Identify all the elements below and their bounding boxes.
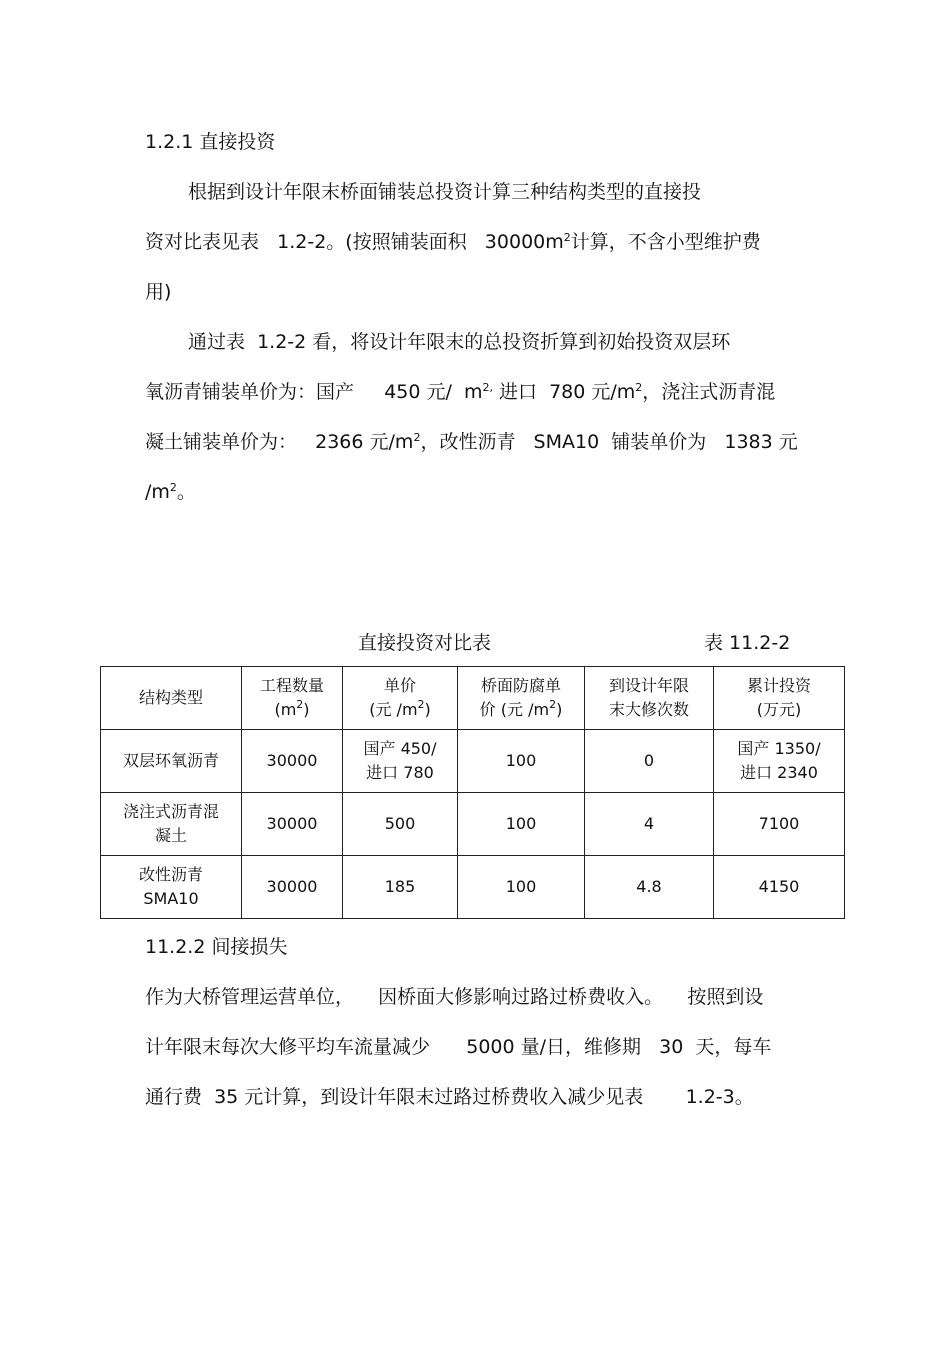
paragraph-line	[145, 229, 761, 255]
investment-comparison-table	[100, 666, 845, 919]
superscript: 2,	[482, 381, 493, 394]
header-text: 桥面防腐单	[480, 676, 561, 695]
header-text: 单价	[383, 676, 416, 695]
table-row	[101, 856, 845, 919]
header-cell	[242, 667, 343, 730]
superscript: 2	[296, 698, 304, 711]
header-text: 末大修次数	[608, 700, 689, 719]
cell-text: 500	[384, 814, 416, 833]
cell-text: 30000	[266, 877, 318, 896]
table-cell	[101, 730, 242, 793]
header-cell	[458, 667, 585, 730]
text-fragment: 资对比表见表 1.2-2。(按照铺装面积 30000m	[145, 231, 564, 253]
table-title: 直接投资对比表	[358, 632, 492, 654]
cell-text: 国产 450/	[363, 739, 437, 758]
text-fragment: 进口 780 元/m	[499, 381, 636, 403]
cell-text: 100	[505, 751, 537, 770]
table-cell	[101, 793, 242, 856]
table-cell	[714, 730, 845, 793]
cell-text: 4150	[758, 877, 800, 896]
table-number: 表 11.2-2	[704, 632, 791, 654]
paragraph-line	[145, 379, 775, 405]
table-cell	[458, 856, 585, 919]
table-cell	[458, 730, 585, 793]
text-fragment: 计算，不含小型维护费	[570, 231, 761, 253]
header-text: (万元)	[756, 700, 802, 719]
text-fragment: ，改性沥青 SMA10 铺装单价为 1383 元	[420, 431, 798, 453]
cell-text: 185	[384, 877, 416, 896]
text-fragment: 氧沥青铺装单价为：国产 450 元/ m	[145, 381, 483, 403]
header-text: )	[303, 700, 310, 719]
text-fragment: 凝土铺装单价为： 2366 元/m	[145, 431, 414, 453]
cell-text: 100	[505, 877, 537, 896]
superscript: 2	[563, 231, 571, 244]
paragraph-line: 用)	[145, 281, 172, 303]
paragraph-line: 计年限末每次大修平均车流量减少 5000 量/日，维修期 30 天，每车	[145, 1036, 772, 1058]
table-cell	[585, 793, 714, 856]
table-cell	[242, 856, 343, 919]
section-heading-121: 1.2.1 直接投资	[145, 131, 276, 153]
cell-text: 进口 2340	[740, 763, 818, 782]
header-text: 工程数量	[259, 676, 324, 695]
cell-text: 7100	[758, 814, 800, 833]
paragraph-line	[145, 429, 798, 455]
header-cell	[585, 667, 714, 730]
header-cell	[343, 667, 458, 730]
header-text: (m	[274, 700, 297, 719]
cell-text: 改性沥青	[138, 865, 203, 884]
superscript: 2	[635, 381, 643, 394]
table-cell	[242, 730, 343, 793]
header-cell	[714, 667, 845, 730]
table-row	[101, 730, 845, 793]
paragraph-line: 通行费 35 元计算，到设计年限末过路过桥费收入减少见表 1.2-3。	[145, 1086, 754, 1108]
cell-text: 4	[643, 814, 655, 833]
header-text: 到设计年限	[608, 676, 689, 695]
cell-text: 0	[643, 751, 655, 770]
header-cell	[101, 667, 242, 730]
table-header-row	[101, 667, 845, 730]
table-cell	[343, 793, 458, 856]
table-cell	[458, 793, 585, 856]
paragraph-line: 根据到设计年限末桥面铺装总投资计算三种结构类型的直接投	[188, 181, 702, 203]
table-cell	[585, 856, 714, 919]
header-text: )	[556, 700, 563, 719]
header-text: 价 (元 /m	[479, 700, 550, 719]
table-cell	[343, 730, 458, 793]
cell-text: 进口 780	[366, 763, 434, 782]
cell-text: 国产 1350/	[737, 739, 821, 758]
section-heading-1122: 11.2.2 间接损失	[145, 936, 288, 958]
superscript: 2	[549, 698, 557, 711]
cell-text: 100	[505, 814, 537, 833]
superscript: 2	[417, 698, 425, 711]
header-text: 累计投资	[746, 676, 811, 695]
superscript: 2	[413, 431, 421, 444]
cell-text: 4.8	[636, 877, 662, 896]
text-fragment: /m	[145, 481, 170, 503]
paragraph-line: 作为大桥管理运营单位， 因桥面大修影响过路过桥费收入。 按照到设	[145, 986, 764, 1008]
cell-text: 双层环氧沥青	[122, 751, 219, 770]
table-cell	[585, 730, 714, 793]
paragraph-line	[145, 479, 196, 505]
table-cell	[714, 793, 845, 856]
table-cell	[242, 793, 343, 856]
paragraph-line: 通过表 1.2-2 看，将设计年限末的总投资折算到初始投资双层环	[188, 331, 731, 353]
table-cell	[101, 856, 242, 919]
cell-text: 浇注式沥青混	[122, 802, 219, 821]
header-text: 结构类型	[138, 688, 203, 707]
cell-text: SMA10	[143, 889, 199, 908]
table-row	[101, 793, 845, 856]
header-text: (元 /m	[369, 700, 418, 719]
cell-text: 30000	[266, 814, 318, 833]
cell-text: 凝土	[154, 826, 187, 845]
superscript: 2	[169, 481, 177, 494]
cell-text: 30000	[266, 751, 318, 770]
table-cell	[343, 856, 458, 919]
text-fragment: ，浇注式沥青混	[642, 381, 776, 403]
header-text: )	[424, 700, 431, 719]
text-fragment: 。	[176, 481, 196, 503]
table-cell	[714, 856, 845, 919]
